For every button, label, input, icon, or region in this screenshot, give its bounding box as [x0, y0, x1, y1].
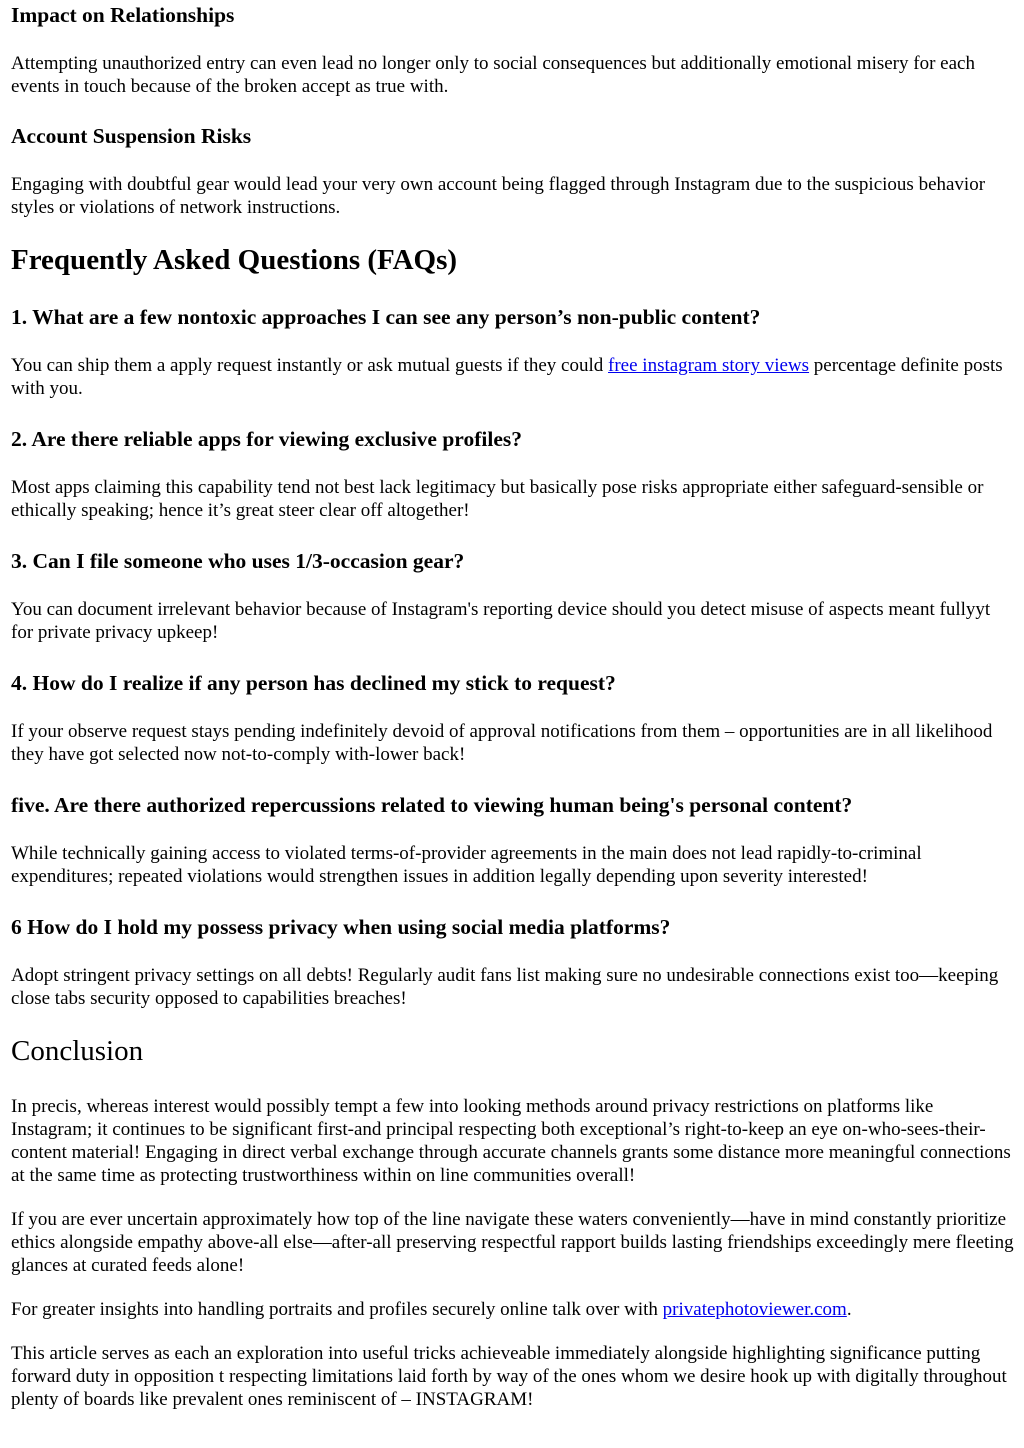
faq-question-3: 3. Can I file someone who uses 1/3-occasion gear? — [11, 549, 465, 573]
faq-answer-1-text-b: percentage definite posts with you. — [11, 355, 1003, 399]
conclusion-paragraph-3-text-a: For greater insights into handling portraits and profiles securely online talk over with — [11, 1299, 663, 1320]
faq-answer-6: Adopt stringent privacy settings on all debts! Regularly audit fans list making sure no undesirable connections exist too—keeping close tabs security opposed to capabilities breaches! — [11, 965, 999, 1009]
faq-question-6: 6 How do I hold my possess privacy when using social media platforms? — [11, 915, 671, 939]
faq-heading: Frequently Asked Questions (FAQs) — [11, 244, 458, 276]
faq-question-4: 4. How do I realize if any person has declined my stick to request? — [11, 671, 616, 695]
conclusion-paragraph-1: In precis, whereas interest would possibly tempt a few into looking methods around privacy restrictions on platforms like Instagram; it continues to be significant first-and principal respecting both exceptional’s right-to-keep an eye on-who-sees-their-content material! Engaging in direct verbal exchange through accurate channels grants some distance more meaningful connections at the same time as protecting trustworthiness within on line communities overall! — [11, 1096, 1011, 1186]
impact-heading: Impact on Relationships — [11, 3, 235, 27]
conclusion-paragraph-3-text-b: . — [846, 1299, 852, 1320]
conclusion-heading: Conclusion — [11, 1035, 144, 1067]
suspension-paragraph: Engaging with doubtful gear would lead your very own account being flagged through Instagram due to the suspicious behavior styles or violations of network instructions. — [11, 174, 986, 218]
article-body — [0, 2, 1024, 1411]
faq-question-5: five. Are there authorized repercussions related to viewing human being's personal content? — [11, 793, 853, 817]
privatephotoviewer-link[interactable]: privatephotoviewer.com — [662, 1299, 847, 1320]
faq-answer-4: If your observe request stays pending indefinitely devoid of approval notifications from them – opportunities are in all likelihood they have got selected now not-to-comply with-lower back! — [11, 721, 993, 765]
impact-paragraph: Attempting unauthorized entry can even lead no longer only to social consequences but additionally emotional misery for each events in touch because of the broken accept as true with. — [11, 53, 975, 97]
conclusion-paragraph-3 — [11, 1298, 1015, 1321]
conclusion-paragraph-2: If you are ever uncertain approximately how top of the line navigate these waters conveniently—have in mind constantly prioritize ethics alongside empathy above-all else—after-all preserving respectful rapport builds lasting friendships exceedingly mere fleeting glances at curated feeds alone! — [11, 1209, 1014, 1276]
faq-answer-5: While technically gaining access to violated terms-of-provider agreements in the main does not lead rapidly-to-criminal expenditures; repeated violations would strengthen issues in addition legally depending upon severity interested! — [11, 843, 922, 887]
faq-answer-2: Most apps claiming this capability tend not best lack legitimacy but basically pose risks appropriate either safeguard-sensible or ethically speaking; hence it’s great steer clear off altogether! — [11, 477, 984, 521]
free-instagram-story-views-link[interactable]: free instagram story views — [608, 355, 810, 376]
faq-answer-1-text-a: You can ship them a apply request instantly or ask mutual guests if they could — [11, 355, 609, 376]
suspension-heading: Account Suspension Risks — [11, 124, 252, 148]
faq-answer-3: You can document irrelevant behavior because of Instagram's reporting device should you detect misuse of aspects meant fullyyt for private privacy upkeep! — [11, 599, 991, 643]
faq-question-1: 1. What are a few nontoxic approaches I can see any person’s non-public content? — [11, 305, 761, 329]
conclusion-paragraph-4: This article serves as each an exploration into useful tricks achieveable immediately alongside highlighting significance putting forward duty in opposition t respecting limitations laid forth by way of the ones whom we desire hook up with digitally throughout plenty of boards like prevalent ones reminiscent of – INSTAGRAM! — [11, 1343, 1007, 1410]
faq-question-2: 2. Are there reliable apps for viewing exclusive profiles? — [11, 427, 522, 451]
faq-answer-1 — [11, 354, 1015, 400]
